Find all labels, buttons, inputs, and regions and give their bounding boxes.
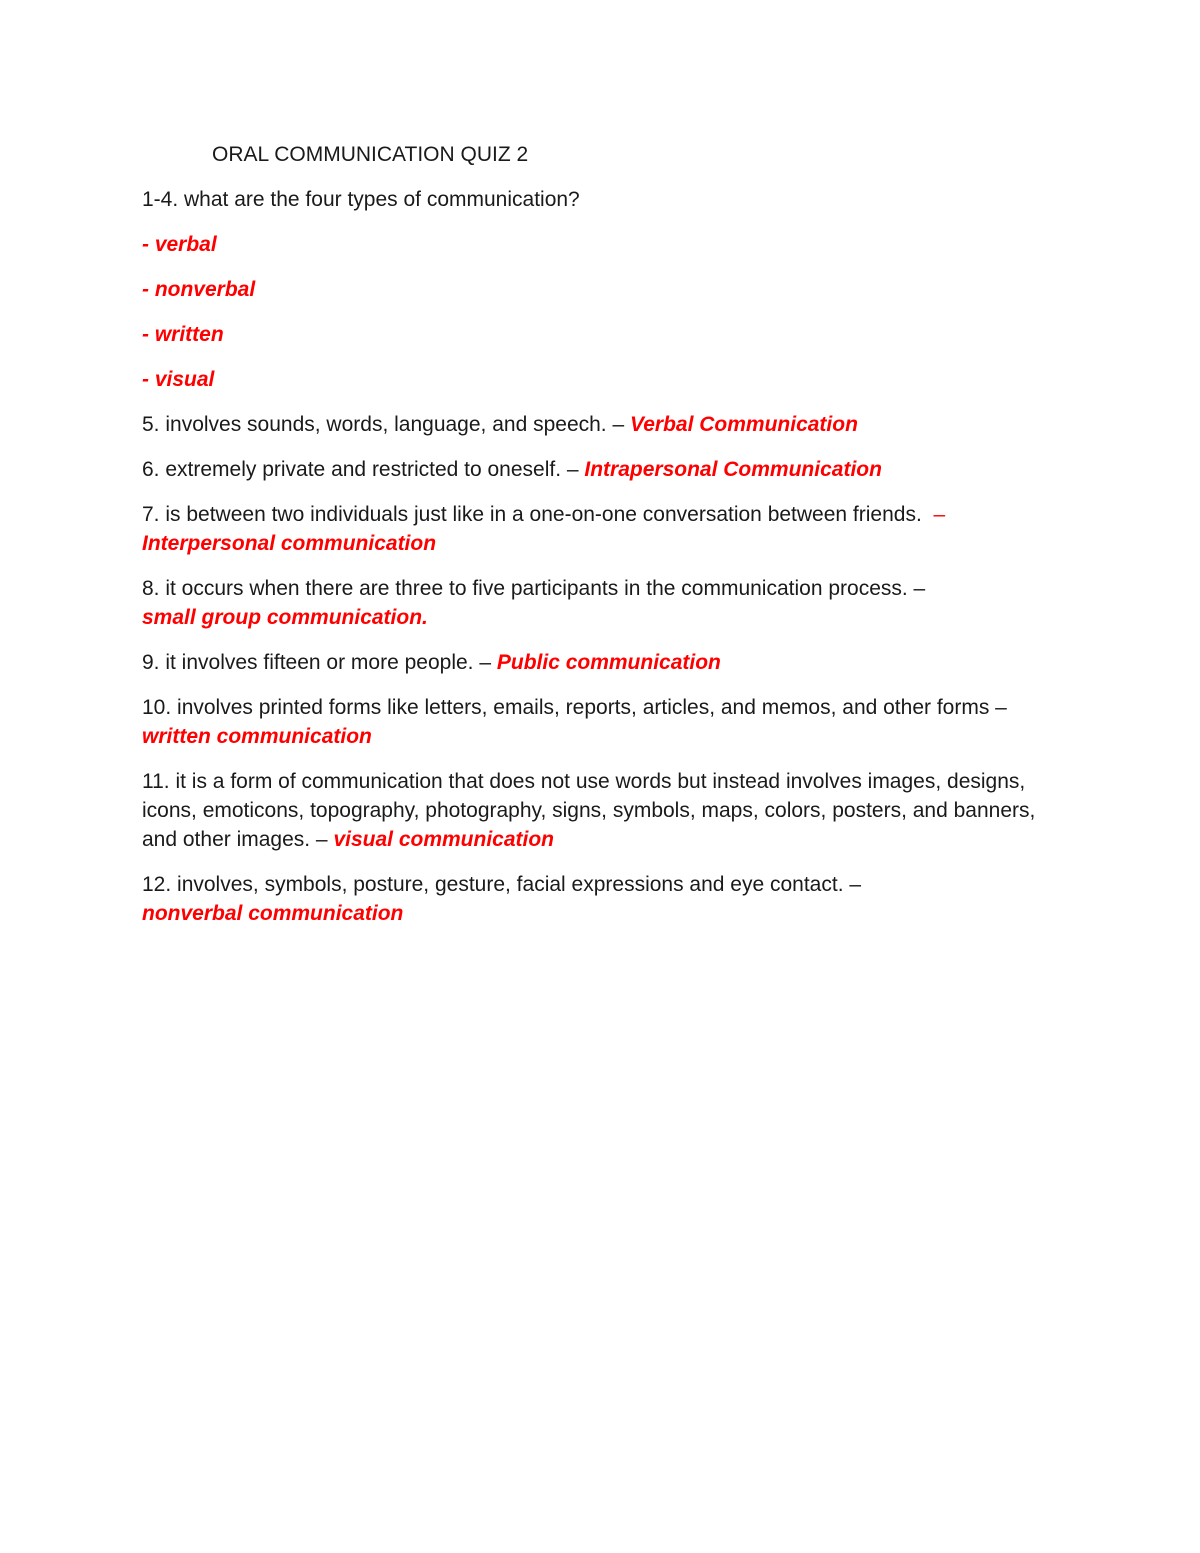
question-12 (142, 870, 1062, 928)
question-6-answer: Intrapersonal Communication (584, 458, 882, 481)
question-8-text: 8. it occurs when there are three to five participants in the communication process. – (142, 577, 926, 600)
question-9-text: 9. it involves fifteen or more people. – (142, 651, 497, 674)
question-11-text: 11. it is a form of communication that does not use words but instead involves images, designs, icons, emoticons, topography, photography, signs, symbols, maps, colors, posters, and banners, and other images. – (142, 770, 1036, 851)
question-9 (142, 648, 1062, 677)
question-9-answer: Public communication (496, 651, 721, 674)
page-title: ORAL COMMUNICATION QUIZ 2 (212, 143, 529, 166)
question-12-answer: nonverbal communication (142, 902, 404, 925)
question-1-4: 1-4. what are the four types of communication? (142, 188, 580, 211)
question-10 (142, 693, 1062, 751)
question-8-answer: small group communication. (142, 606, 428, 629)
question-5 (142, 410, 1062, 439)
question-11 (142, 767, 1062, 854)
question-6-text: 6. extremely private and restricted to oneself. – (142, 458, 585, 481)
question-10-answer: written communication (142, 725, 372, 748)
answer-nonverbal: - nonverbal (142, 278, 256, 301)
answer-written: - written (142, 323, 224, 346)
question-7-text: 7. is between two individuals just like in a one-on-one conversation between friends. (142, 503, 934, 526)
answer-visual: - visual (142, 368, 215, 391)
question-8 (142, 574, 1062, 632)
question-5-answer: Verbal Communication (629, 413, 858, 436)
question-7 (142, 500, 1062, 558)
question-7-dash: – (933, 503, 946, 526)
question-5-text: 5. involves sounds, words, language, and speech. – (142, 413, 630, 436)
question-12-text: 12. involves, symbols, posture, gesture, facial expressions and eye contact. – (142, 873, 862, 896)
answer-verbal: - verbal (142, 233, 217, 256)
question-10-text: 10. involves printed forms like letters, emails, reports, articles, and memos, and other forms – (142, 696, 1007, 719)
question-11-answer: visual communication (333, 828, 555, 851)
question-7-answer: Interpersonal communication (142, 532, 437, 555)
question-6 (142, 455, 1062, 484)
document-body (142, 140, 1062, 944)
